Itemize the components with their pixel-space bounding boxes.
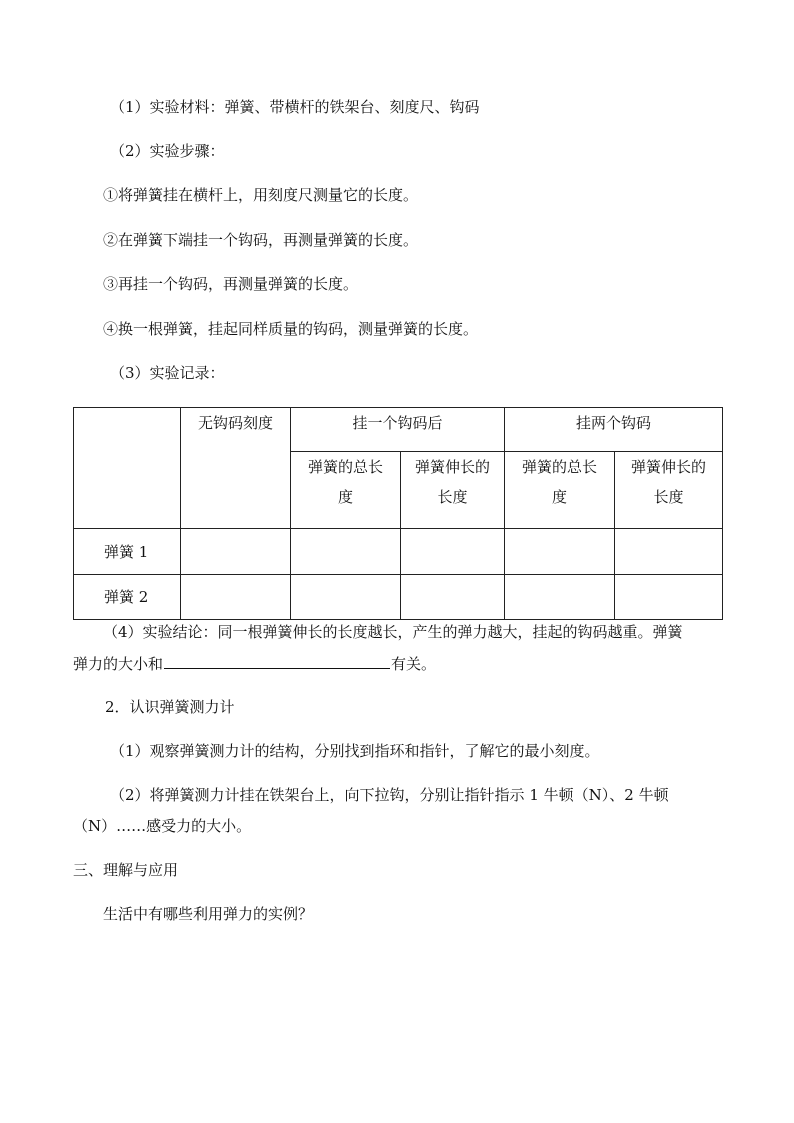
- steps-title: （2）实验步骤：: [110, 142, 225, 160]
- empty-cell: [615, 575, 723, 620]
- record-table: [73, 407, 723, 620]
- empty-cell: [401, 529, 505, 575]
- conclusion-line-1: （4）实验结论：同一根弹簧伸长的长度越长，产生的弹力越大，挂起的钩码越重。弹簧: [103, 623, 683, 641]
- step-4: ④换一根弹簧，挂起同样质量的钩码，测量弹簧的长度。: [103, 320, 479, 338]
- observe-line: （1）观察弹簧测力计的结构，分别找到指环和指针，了解它的最小刻度。: [110, 742, 600, 760]
- header-one-weight: 挂一个钩码后: [291, 408, 505, 452]
- subheader-extension: 弹簧伸长的 长度: [401, 452, 505, 529]
- subheader-extension: 弹簧伸长的 长度: [615, 452, 723, 529]
- record-title: （3）实验记录：: [110, 364, 225, 382]
- empty-cell: [181, 575, 291, 620]
- empty-cell: [401, 575, 505, 620]
- subheader-total-length: 弹簧的总长 度: [505, 452, 615, 529]
- materials-line: （1）实验材料：弹簧、带横杆的铁架台、刻度尺、钩码: [110, 98, 480, 116]
- table-row: [74, 575, 723, 620]
- hang-line-2: （N）……感受力的大小。: [73, 817, 252, 835]
- empty-cell: [291, 575, 401, 620]
- empty-cell: [291, 529, 401, 575]
- header-no-weight: 无钩码刻度: [181, 408, 291, 529]
- answer-blank[interactable]: [164, 652, 390, 669]
- empty-cell: [505, 575, 615, 620]
- section-3-heading: 三、理解与应用: [73, 861, 179, 879]
- step-3: ③再挂一个钩码，再测量弹簧的长度。: [103, 275, 359, 293]
- row-label-spring-2: 弹簧 2: [74, 575, 181, 620]
- section-2-heading: 2．认识弹簧测力计: [105, 698, 235, 716]
- hang-line-1: （2）将弹簧测力计挂在铁架台上，向下拉钩，分别让指针指示 1 牛顿（N）、2 牛顿: [110, 786, 669, 804]
- conclusion-text-b: 有关。: [391, 655, 437, 673]
- table-row: [74, 529, 723, 575]
- empty-cell: [615, 529, 723, 575]
- conclusion-text-a: 弹力的大小和: [73, 655, 164, 673]
- step-2: ②在弹簧下端挂一个钩码，再测量弹簧的长度。: [103, 231, 419, 249]
- empty-cell: [505, 529, 615, 575]
- table-corner-cell: [74, 408, 181, 529]
- conclusion-line-2: [73, 652, 436, 674]
- subheader-total-length: 弹簧的总长 度: [291, 452, 401, 529]
- row-label-spring-1: 弹簧 1: [74, 529, 181, 575]
- header-two-weights: 挂两个钩码: [505, 408, 723, 452]
- empty-cell: [181, 529, 291, 575]
- question-line: 生活中有哪些利用弹力的实例？: [103, 905, 314, 923]
- step-1: ①将弹簧挂在横杆上，用刻度尺测量它的长度。: [103, 186, 419, 204]
